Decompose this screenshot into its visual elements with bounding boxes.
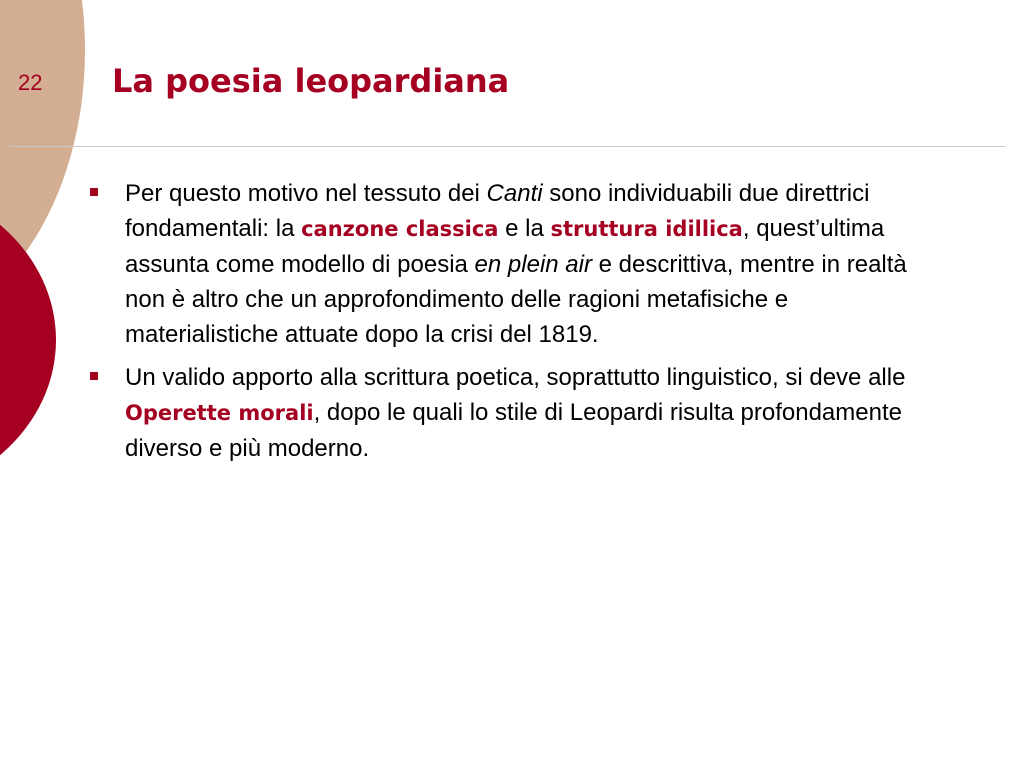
text-run: Per questo motivo nel tessuto dei [125, 180, 487, 207]
italic-term: en plein air [474, 251, 592, 278]
italic-term: Canti [486, 180, 543, 207]
square-bullet-icon [90, 188, 98, 196]
slide-title: La poesia leopardiana [112, 62, 510, 100]
bullet-list [90, 176, 920, 474]
text-run: e la [498, 215, 551, 242]
title-divider [10, 146, 1005, 147]
text-run: , quest’ultima assunta come modello di poesia [125, 215, 885, 278]
square-bullet-icon [90, 372, 98, 380]
bullet-text [125, 364, 905, 462]
bullet-item [90, 176, 920, 352]
highlighted-term: canzone classica [301, 217, 499, 241]
slide-number: 22 [18, 70, 43, 95]
text-run: , dopo le quali lo stile di Leopardi risulta profondamente diverso e più moderno. [125, 399, 902, 462]
highlighted-term: Operette morali [125, 401, 314, 425]
highlighted-term: struttura idillica [550, 217, 743, 241]
bullet-text [125, 180, 907, 348]
bullet-item [90, 360, 920, 466]
text-run: e descrittiva, mentre in realtà non è altro che un approfondimento delle ragioni metafisiche e materialistiche attuate dopo la crisi del 1819. [125, 251, 907, 348]
text-run: Un valido apporto alla scrittura poetica, soprattutto linguistico, si deve alle [125, 364, 906, 391]
text-run: sono individuabili due direttrici fondamentali: la [125, 180, 870, 242]
